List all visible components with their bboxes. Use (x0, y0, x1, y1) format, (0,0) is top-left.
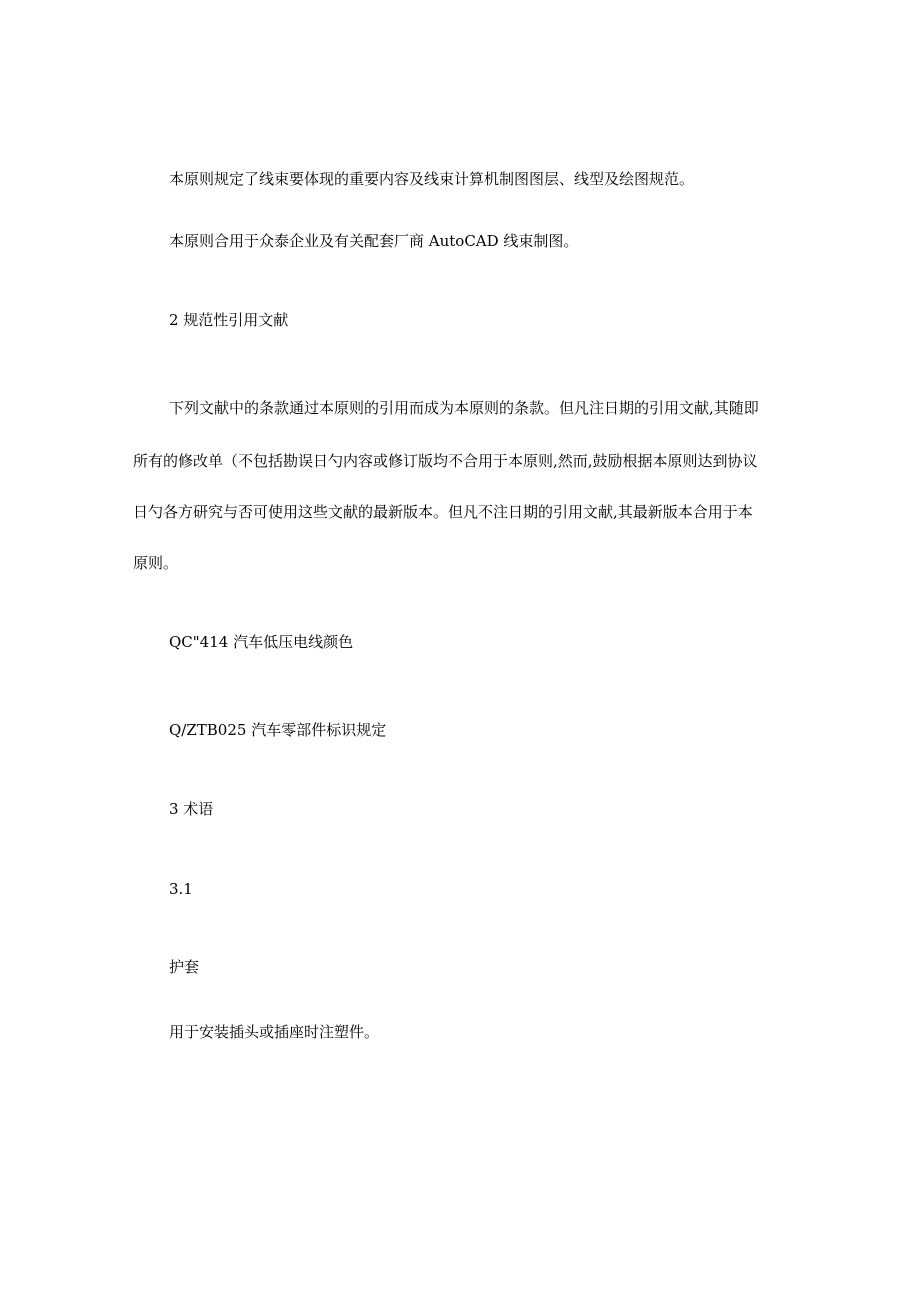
scope-paragraph-1: 本原则规定了线束要体现的重要内容及线束计算机制图图层、线型及绘图规范。 (169, 170, 695, 188)
section-3-heading: 3 术语 (169, 800, 214, 818)
scope-paragraph-2: 本原则合用于众泰企业及有关配套厂商 AutoCAD 线束制图。 (169, 232, 579, 250)
section-2-heading: 2 规范性引用文献 (169, 311, 289, 329)
term-name: 护套 (169, 958, 200, 976)
term-number: 3.1 (169, 880, 193, 898)
reference-item-qc414: QC"414 汽车低压电线颜色 (169, 633, 354, 651)
references-paragraph-line-1: 下列文献中的条款通过本原则的引用而成为本原则的条款。但凡注日期的引用文献,其随即 (169, 399, 759, 417)
references-paragraph-line-4: 原则。 (133, 554, 179, 572)
term-definition: 用于安装插头或插座时注塑件。 (169, 1023, 380, 1041)
reference-item-qztb025: Q/ZTB025 汽车零部件标识规定 (169, 721, 387, 739)
references-paragraph-line-2: 所有的修改单（不包括勘误日勺内容或修订版均不合用于本原则,然而,鼓励根据本原则达到协议 (133, 452, 758, 470)
references-paragraph-line-3: 日勺各方研究与否可使用这些文献的最新版本。但凡不注日期的引用文献,其最新版本合用于本 (133, 503, 753, 521)
